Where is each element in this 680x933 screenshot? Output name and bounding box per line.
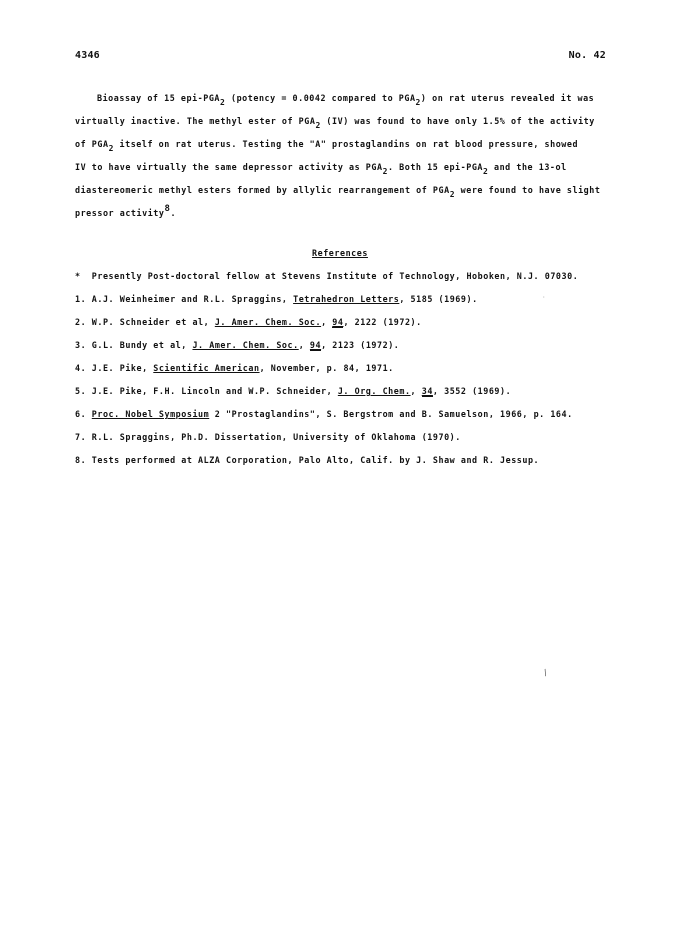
- reference-item: 2. W.P. Schneider et al, J. Amer. Chem. Soc., 94, 2122 (1972).: [75, 317, 422, 327]
- body-line: IV to have virtually the same depressor activity as PGA2. Both 15 epi-PGA2 and the 13-ol: [75, 162, 567, 176]
- reference-item: 3. G.L. Bundy et al, J. Amer. Chem. Soc., 94, 2123 (1972).: [75, 340, 400, 350]
- body-paragraph: [75, 92, 610, 230]
- issue-number: No. 42: [568, 50, 606, 61]
- body-line: Bioassay of 15 epi-PGA2 (potency = 0.0042 compared to PGA2) on rat uterus revealed it was: [97, 93, 595, 107]
- page-number: 4346: [75, 50, 100, 61]
- references-heading: References: [312, 248, 368, 258]
- footnote-marker: *: [75, 271, 81, 281]
- body-line: pressor activity8.: [75, 204, 177, 218]
- volume-number: 34: [421, 386, 433, 396]
- volume-number: 94: [309, 340, 322, 350]
- body-line: of PGA2 itself on rat uterus. Testing the "A" prostaglandins on rat blood pressure, showed: [75, 139, 579, 153]
- references-list: [75, 270, 610, 477]
- journal-title: J. Org. Chem.: [337, 386, 411, 396]
- scan-mark: /: [541, 667, 550, 678]
- reference-item: 5. J.E. Pike, F.H. Lincoln and W.P. Schneider, J. Org. Chem., 34, 3552 (1969).: [75, 386, 512, 396]
- reference-item: 6. Proc. Nobel Symposium 2 "Prostaglandins", S. Bergstrom and B. Samuelson, 1966, p. 164.: [75, 409, 573, 419]
- reference-item: 4. J.E. Pike, Scientific American, November, p. 84, 1971.: [75, 363, 394, 373]
- journal-title: J. Amer. Chem. Soc.: [192, 340, 299, 350]
- body-line: virtually inactive. The methyl ester of PGA2 (IV) was found to have only 1.5% of the activity: [75, 116, 595, 130]
- reference-item: 7. R.L. Spraggins, Ph.D. Dissertation, University of Oklahoma (1970).: [75, 432, 461, 442]
- journal-title: Scientific American: [153, 363, 260, 373]
- body-line: diastereomeric methyl esters formed by allylic rearrangement of PGA2 were found to have slight: [75, 185, 601, 199]
- reference-item: 8. Tests performed at ALZA Corporation, Palo Alto, Calif. by J. Shaw and R. Jessup.: [75, 455, 540, 465]
- volume-number: 94: [332, 317, 344, 327]
- reference-item: * Presently Post-doctoral fellow at Stevens Institute of Technology, Hoboken, N.J. 07030.: [75, 271, 579, 281]
- journal-title: J. Amer. Chem. Soc.: [214, 317, 322, 327]
- scan-speck: ·: [542, 294, 546, 301]
- journal-title: Tetrahedron Letters: [293, 294, 400, 304]
- journal-title: Proc. Nobel Symposium: [91, 409, 210, 419]
- reference-item: 1. A.J. Weinheimer and R.L. Spraggins, Tetrahedron Letters, 5185 (1969).: [75, 294, 478, 304]
